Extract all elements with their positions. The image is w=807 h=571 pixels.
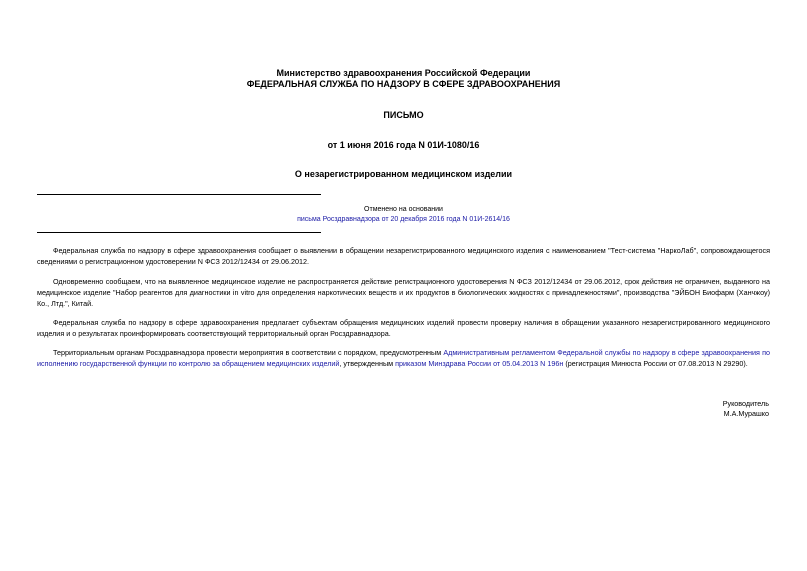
ministry-name: Министерство здравоохранения Российской Федерации xyxy=(276,68,531,78)
paragraph-3: Федеральная служба по надзору в сфере здравоохранения предлагает субъектам обращения медицинских изделий провести проверку наличия в обращении указанного незарегистрированного медицинского изделия и о результатах проинформировать соответствующий территориальный орган Росздравнадзора. xyxy=(37,318,770,338)
document-type: ПИСЬМО xyxy=(383,110,424,120)
regulation-link[interactable]: Административным регламентом Федеральной службы по надзору в сфере здравоохранения по исполнению государственной функции по контролю за обращением медицинских изделий xyxy=(37,348,770,368)
paragraph-4-end: (регистрация Минюста России от 07.08.2013 N 29290). xyxy=(563,359,748,368)
cancellation-link[interactable]: письма Росздравнадзора от 20 декабря 2016 года N 01И-2614/16 xyxy=(297,216,510,223)
signature-name: М.А.Мурашко xyxy=(723,409,769,418)
paragraph-2: Одновременно сообщаем, что на выявленное медицинское изделие не распространяется действие регистрационного удостоверения N ФСЗ 2012/12434 от 29.06.2012, срок действия не ограничен, выданного на медицинское изделие "Набор реагентов для диагностики in vitro для определения наркотических веществ и их продуктов в биологических жидкостях с принадлежностями", производства "ЭЙБОН Биофарм (Ханчжоу) Ко., Лтд.", Китай. xyxy=(37,277,770,308)
paragraph-4 xyxy=(37,347,770,369)
divider-top xyxy=(37,194,321,195)
paragraph-4-start: Территориальным органам Росздравнадзора провести мероприятия в соответствии с порядком, предусмотренным xyxy=(53,348,444,357)
document-subject: О незарегистрированном медицинском изделии xyxy=(294,169,513,179)
service-name: ФЕДЕРАЛЬНАЯ СЛУЖБА ПО НАДЗОРУ В СФЕРЕ ЗДРАВООХРАНЕНИЯ xyxy=(246,79,561,89)
order-link[interactable]: приказом Минздрава России от 05.04.2013 N 196н xyxy=(395,359,564,368)
document-date-number: от 1 июня 2016 года N 01И-1080/16 xyxy=(327,140,480,150)
divider-bottom xyxy=(37,232,321,233)
cancellation-note: Отменено на основании xyxy=(364,206,443,213)
paragraph-1: Федеральная служба по надзору в сфере здравоохранения сообщает о выявлении в обращении незарегистрированного медицинского изделия с наименованием "Тест-система "НаркоЛаб", сопровождающегося сведениями о регистрационном удостоверении N ФСЗ 2012/12434 от 29.06.2012. xyxy=(37,246,770,266)
signature-title: Руководитель xyxy=(722,399,769,408)
paragraph-4-mid: , утвержденным xyxy=(339,359,396,368)
